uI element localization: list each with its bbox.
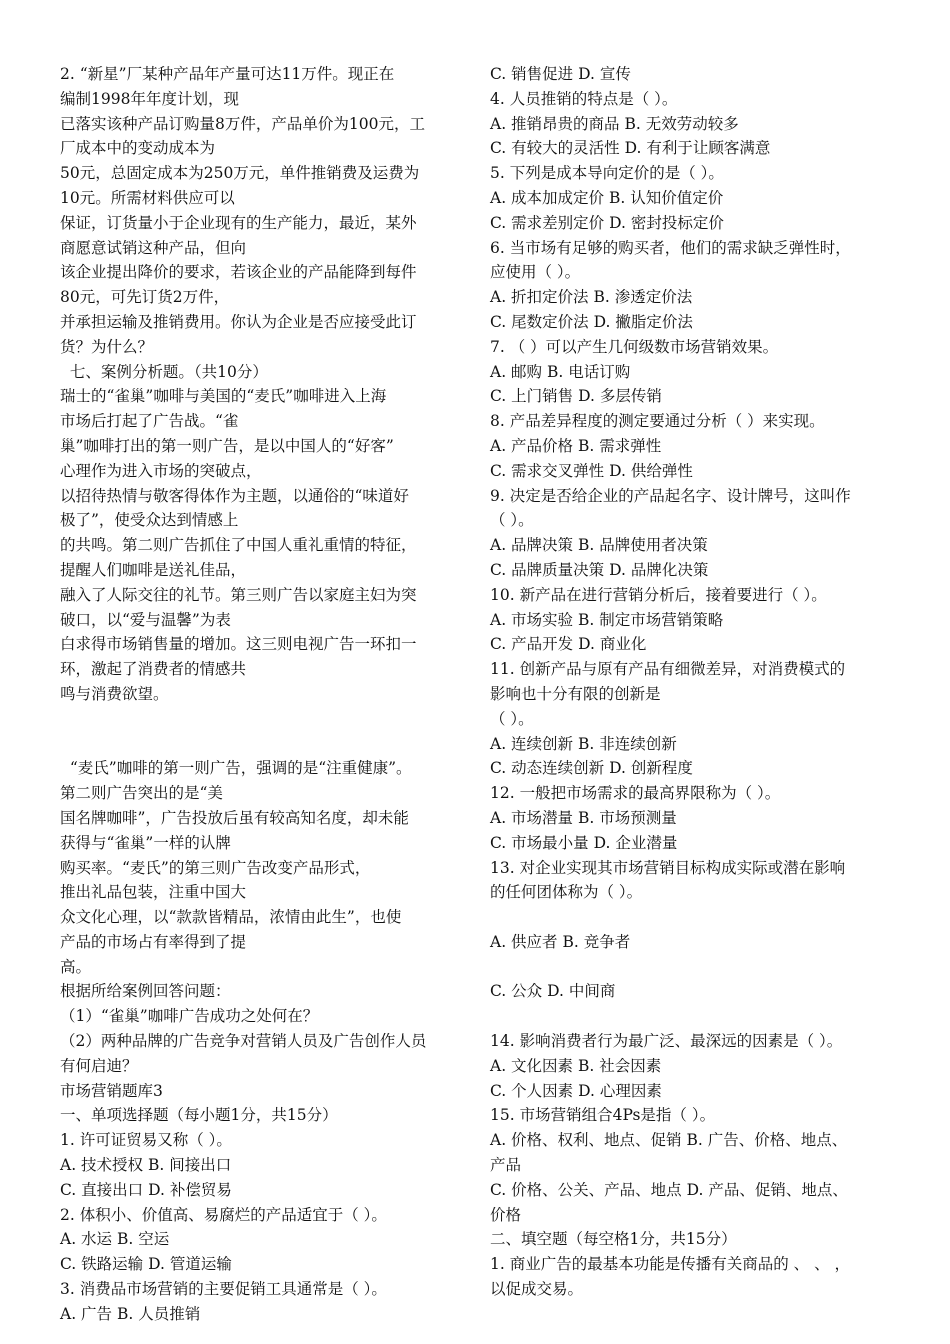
text-line: 保证，订货量小于企业现有的生产能力，最近，某外	[60, 213, 417, 232]
text-line: A. 供应者 B. 竞争者	[490, 932, 631, 951]
text-line: 4. 人员推销的特点是（ ）。	[490, 89, 678, 108]
text-line: 环，激起了消费者的情感共	[60, 660, 247, 679]
text-line: 10. 新产品在进行营销分析后，接着要进行（ ）。	[490, 585, 827, 604]
text-line: 厂成本中的变动成本为	[60, 139, 216, 158]
text-line: C. 铁路运输 D. 管道运输	[60, 1255, 232, 1274]
text-line: 2. 体积小、价值高、易腐烂的产品适宜于（ ）。	[60, 1205, 387, 1224]
text-line: 心理作为进入市场的突破点，	[60, 461, 262, 480]
text-line: 13. 对企业实现其市场营销目标构成实际或潜在影响	[490, 858, 846, 877]
text-line: C. 市场最小量 D. 企业潜量	[490, 833, 678, 852]
text-line: 产品	[490, 1156, 522, 1175]
text-line: C. 销售促进 D. 宣传	[490, 65, 631, 83]
text-line: 15. 市场营销组合4Ps是指（ ）。	[490, 1106, 716, 1125]
text-line: 获得与“雀巢”一样的认牌	[60, 833, 231, 852]
text-line: C. 有较大的灵活性 D. 有利于让顾客满意	[490, 139, 771, 158]
text-line: 7. （ ）可以产生几何级数市场营销效果。	[490, 337, 779, 356]
left-column	[60, 62, 466, 1327]
text-line: C. 公众 D. 中间商	[490, 982, 616, 1001]
text-line: 瑞士的“雀巢”咖啡与美国的“麦氏”咖啡进入上海	[60, 387, 387, 406]
blank-line	[490, 1004, 900, 1029]
text-line: C. 品牌质量决策 D. 品牌化决策	[490, 560, 709, 579]
text-line: C. 直接出口 D. 补偿贸易	[60, 1180, 232, 1199]
text-line: 二、填空题（每空格1分，共15分）	[490, 1230, 737, 1249]
text-line: 并承担运输及推销费用。你认为企业是否应接受此订	[60, 312, 417, 331]
blank-line	[490, 905, 900, 930]
text-line: 推出礼品包装，注重中国大	[60, 883, 247, 902]
text-line: 的任何团体称为（ ）。	[490, 883, 643, 902]
text-line: 影响也十分有限的创新是	[490, 684, 661, 703]
blank-line	[60, 707, 466, 732]
text-line: 鸣与消费欲望。	[60, 684, 169, 703]
text-line: （ ）。	[490, 511, 534, 530]
text-line: A. 连续创新 B. 非连续创新	[490, 734, 677, 753]
text-line: A. 推销昂贵的商品 B. 无效劳动较多	[490, 114, 739, 133]
text-line: 8. 产品差异程度的测定要通过分析（ ）来实现。	[490, 412, 825, 431]
text-line: C. 需求差别定价 D. 密封投标定价	[490, 213, 724, 232]
text-line: 该企业提出降价的要求，若该企业的产品能降到每件	[60, 263, 417, 282]
blank-line	[490, 955, 900, 980]
text-line: 七、案例分析题。（共10分）	[60, 362, 268, 381]
text-line: 一、单项选择题（每小题1分，共15分）	[60, 1106, 338, 1125]
text-line: A. 广告 B. 人员推销	[60, 1304, 201, 1323]
text-line: C. 动态连续创新 D. 创新程度	[490, 759, 693, 778]
text-line: 80元，可先订货2万件，	[60, 288, 230, 307]
text-line: A. 折扣定价法 B. 渗透定价法	[490, 288, 693, 307]
blank-line	[60, 732, 466, 757]
text-line: 融入了人际交往的礼节。第三则广告以家庭主妇为突	[60, 585, 417, 604]
text-line: A. 产品价格 B. 需求弹性	[490, 436, 662, 455]
text-line: 50元，总固定成本为250万元，单件推销费及运费为	[60, 164, 420, 183]
text-line: 1. 许可证贸易又称（ ）。	[60, 1131, 232, 1150]
text-line: 价格	[490, 1205, 522, 1224]
text-line: 众文化心理，以“款款皆精品，浓情由此生”，也使	[60, 908, 402, 927]
text-line: 商愿意试销这种产品，但向	[60, 238, 247, 257]
text-line: 极了”，使受众达到情感上	[60, 511, 239, 530]
text-line: C. 价格、公关、产品、地点 D. 产品、促销、地点、	[490, 1180, 848, 1199]
text-line: （ ）。	[490, 709, 534, 728]
text-line: “麦氏”咖啡的第一则广告，强调的是“注重健康”。	[60, 759, 412, 778]
text-line: 14. 影响消费者行为最广泛、最深远的因素是（ ）。	[490, 1032, 843, 1051]
text-line: 市场后打起了广告战。“雀	[60, 412, 239, 431]
text-line: 购买率。“麦氏”的第三则广告改变产品形式，	[60, 858, 371, 877]
text-line: 有何启迪？	[60, 1056, 138, 1075]
text-line: 根据所给案例回答问题：	[60, 982, 231, 1001]
text-line: （1）“雀巢”咖啡广告成功之处何在？	[60, 1007, 319, 1026]
text-line: 以招待热情与敬客得体作为主题，以通俗的“味道好	[60, 486, 409, 505]
text-line: 货？为什么？	[60, 337, 154, 356]
text-line: 破口，以“爱与温馨”为表	[60, 610, 231, 629]
text-line: 3. 消费品市场营销的主要促销工具通常是（ ）。	[60, 1280, 387, 1299]
text-line: 市场营销题库3	[60, 1081, 163, 1100]
text-line: A. 市场潜量 B. 市场预测量	[490, 808, 677, 827]
text-line: A. 品牌决策 B. 品牌使用者决策	[490, 536, 708, 555]
text-line: 的共鸣。第二则广告抓住了中国人重礼重情的特征，	[60, 536, 417, 555]
text-line: 5. 下列是成本导向定价的是（ ）。	[490, 164, 724, 183]
text-line: C. 需求交叉弹性 D. 供给弹性	[490, 461, 693, 480]
text-line: 第二则广告突出的是“美	[60, 784, 223, 803]
text-line: A. 邮购 B. 电话订购	[490, 362, 631, 381]
text-line: 应使用（ ）。	[490, 263, 581, 282]
text-line: 9. 决定是否给企业的产品起名字、设计牌号，这叫作	[490, 486, 851, 505]
text-line: 10元。所需材料供应可以	[60, 188, 235, 207]
text-line: C. 个人因素 D. 心理因素	[490, 1081, 662, 1100]
text-line: A. 成本加成定价 B. 认知价值定价	[490, 188, 724, 207]
text-line: 巢”咖啡打出的第一则广告，是以中国人的“好客”	[60, 436, 394, 455]
text-line: A. 技术授权 B. 间接出口	[60, 1156, 232, 1175]
text-line: 以促成交易。	[490, 1280, 584, 1299]
text-line: 产品的市场占有率得到了提	[60, 932, 247, 951]
text-line: A. 文化因素 B. 社会因素	[490, 1056, 662, 1075]
text-line: A. 价格、权利、地点、促销 B. 广告、价格、地点、	[490, 1131, 848, 1150]
text-line: 6. 当市场有足够的购买者，他们的需求缺乏弹性时，	[490, 238, 851, 257]
text-line: C. 产品开发 D. 商业化	[490, 635, 647, 654]
text-line: C. 尾数定价法 D. 撇脂定价法	[490, 312, 693, 331]
text-line: 高。	[60, 957, 92, 976]
text-line: 11. 创新产品与原有产品有细微差异，对消费模式的	[490, 660, 846, 679]
text-line: 国名牌咖啡”，广告投放后虽有较高知名度，却未能	[60, 808, 409, 827]
right-column	[490, 62, 900, 1302]
text-line: 白求得市场销售量的增加。这三则电视广告一环扣一	[60, 635, 417, 654]
text-line: 2. “新星”厂某种产品年产量可达11万件。现正在	[60, 65, 395, 83]
text-line: 提醒人们咖啡是送礼佳品，	[60, 560, 247, 579]
text-line: （2）两种品牌的广告竞争对营销人员及广告创作人员	[60, 1032, 427, 1051]
text-line: C. 上门销售 D. 多层传销	[490, 387, 662, 406]
text-line: 12. 一般把市场需求的最高界限称为（ ）。	[490, 784, 781, 803]
text-line: 1. 商业广告的最基本功能是传播有关商品的 、 、 ，	[490, 1255, 850, 1274]
text-line: 编制1998年年度计划，现	[60, 89, 239, 108]
text-line: 已落实该种产品订购量8万件，产品单价为100元，工	[60, 114, 425, 133]
text-line: A. 水运 B. 空运	[60, 1230, 170, 1249]
text-line: A. 市场实验 B. 制定市场营销策略	[490, 610, 724, 629]
